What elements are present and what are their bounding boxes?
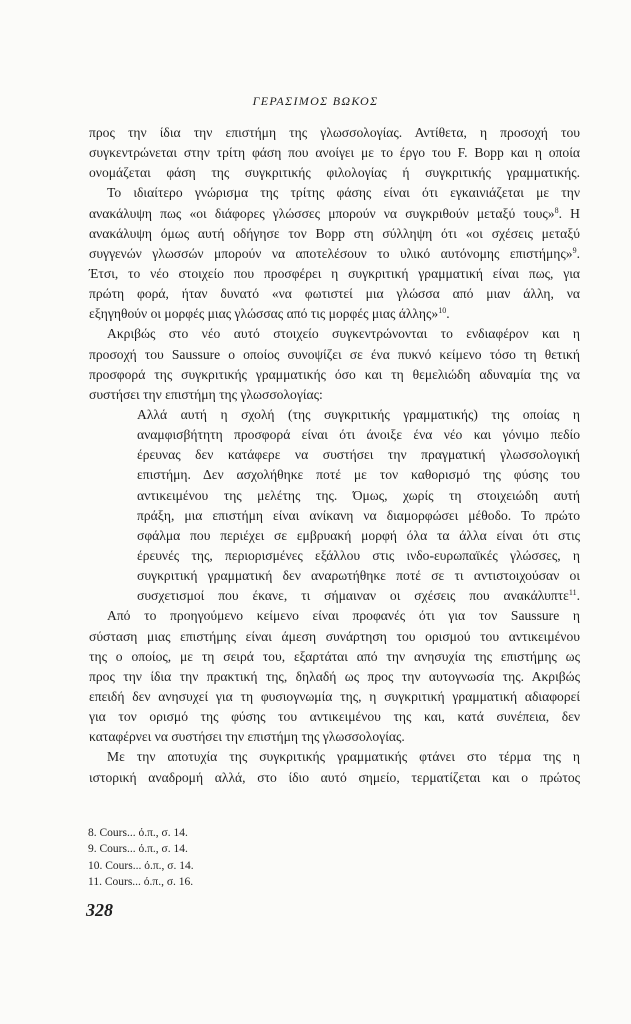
line-text-tail: . Η — [558, 205, 580, 221]
text-line — [89, 747, 580, 767]
line-text: συγγενών γλωσσών μπορούν να αποτελέσουν το υλικό αυτόνομης επιστήμης» — [89, 245, 573, 261]
quote-line — [137, 425, 580, 445]
line-text: Έτσι, το νέο στοιχείο που προσφέρει η συγκριτική γραμματική είναι πως, για — [89, 265, 580, 281]
text-line — [89, 304, 580, 324]
footnote: 10. Cours... ό.π., σ. 14. — [88, 859, 194, 872]
text-line — [89, 345, 580, 365]
line-text: προσοχή του Saussure ο οποίος συνοψίζει σε ένα πυκνό κείμενο τόσο τη θετική — [89, 346, 580, 362]
line-text: Το ιδιαίτερο γνώρισμα της τρίτης φάσης είναι ότι εγκαινιάζεται με την — [107, 185, 580, 201]
line-text: συσχετισμοί που έκανε, τι σήμαιναν οι σχέσεις που ανακάλυπτε — [137, 588, 569, 604]
line-text: σφάλμα που περιέχει σε εμβρυακή μορφή όλα τα άλλα είναι ότι στις — [137, 527, 580, 543]
quote-line — [137, 506, 580, 526]
text-line — [89, 324, 580, 344]
footnotes — [88, 825, 194, 890]
line-text: πράξη, μια επιστήμη είναι ανίκανη να διαμορφώσει μέθοδο. Το πρώτο — [137, 507, 580, 523]
line-text: ανακάλυψη όμως αυτή οδήγησε τον Bopp στη σύλληψη ότι «οι σχέσεις μεταξύ — [89, 225, 580, 241]
line-text: Από το προηγούμενο κείμενο είναι προφανές ότι για τον Saussure η — [107, 608, 580, 624]
line-text: προσφορά της συγκριτικής γραμματικής όσο και τη θεμελιώδη αδυναμία της να — [89, 366, 580, 382]
running-header: ΓΕΡΑΣΙΜΟΣ ΒΩΚΟΣ — [252, 94, 379, 108]
text-line — [89, 123, 580, 143]
footnote: 8. Cours... ό.π., σ. 14. — [88, 827, 188, 839]
line-text-tail: . — [576, 245, 580, 261]
line-text: αναμφισβήτητη προσφορά είναι ότι άνοιξε ένα νέο και γόνιμο πεδίο — [137, 427, 580, 443]
footnote: 9. Cours... ό.π., σ. 14. — [88, 843, 188, 856]
footnote: 11. Cours... ό.π., σ. 16. — [88, 875, 194, 888]
line-text: προς την ίδια την πρακτική της, δηλαδή ως προς την αυτογνωσία της. Ακριβώς — [89, 668, 580, 684]
line-text: Με την αποτυχία της συγκριτικής γραμματικής φτάνει στο τέρμα της η — [107, 749, 580, 765]
text-line — [89, 163, 580, 183]
line-text: εξηγηθούν οι μορφές μιας γλώσσας από τις μορφές μιας άλλης» — [89, 306, 439, 322]
line-text: πρώτη φορά, ήταν δυνατό «να φωτιστεί μια γλώσσα από μιαν άλλη, να — [89, 286, 580, 302]
footnote-ref: 9 — [572, 245, 577, 255]
line-text: συστήσει την επιστήμη της γλωσσολογίας: — [89, 386, 323, 402]
text-line — [89, 606, 580, 626]
line-text: Αλλά αυτή η σχολή (της συγκριτικής γραμματικής) της οποίας η — [137, 406, 580, 422]
line-text: Ακριβώς στο νέο αυτό στοιχείο συγκεντρώνονται το ενδιαφέρον και η — [107, 326, 580, 342]
text-line — [89, 647, 580, 667]
text-line — [89, 183, 580, 203]
quote-line — [137, 465, 580, 485]
quote-line — [137, 546, 580, 566]
text-line — [89, 768, 580, 788]
text-line — [89, 707, 580, 727]
text-line — [89, 143, 580, 163]
text-line — [89, 204, 580, 224]
text-line — [89, 667, 580, 687]
line-text-tail: . — [576, 588, 580, 604]
text-line — [89, 224, 580, 244]
line-text: ονομάζεται φάση της συγκριτικής φιλολογίας ή συγκριτικής γραμματικής. — [89, 165, 580, 181]
quote-line — [137, 526, 580, 546]
text-line — [89, 284, 580, 304]
quote-line — [137, 566, 580, 586]
text-line — [89, 627, 580, 647]
text-line — [89, 365, 580, 385]
footnote-ref: 10 — [438, 306, 447, 316]
line-text: της ο οποίος, με τη σειρά του, εξαρτάται από την ανησυχία της επιστήμης ως — [89, 648, 580, 664]
quote-line — [137, 586, 580, 606]
line-text: έρευνας δεν κατάφερε να συστήσει την πραγματική γλωσσολογική — [137, 447, 580, 463]
line-text: σύσταση μιας επιστήμης είναι άμεση συνάρτηση του ορισμού του αντικειμένου — [89, 628, 580, 644]
text-line — [89, 727, 580, 747]
quote-line — [137, 445, 580, 465]
page-number: 328 — [86, 900, 113, 920]
quote-line — [137, 405, 580, 425]
text-line — [89, 385, 580, 405]
line-text: έρευνές της, περιορισμένες εξάλλου στις ινδο-ευρωπαϊκές γλώσσες, η — [137, 547, 580, 563]
line-text: αντικειμένου της μελέτης της. Όμως, χωρίς τη στοιχειώδη αυτή — [137, 487, 580, 503]
line-text: καταφέρνει να συστήσει την επιστήμη της γλωσσολογίας. — [89, 729, 405, 745]
line-text: συγκριτική γραμματική δεν αναρωτήθηκε ποτέ σε τι αντιστοιχούσαν οι — [137, 568, 580, 584]
quote-line — [137, 486, 580, 506]
text-line — [89, 264, 580, 284]
footnote-ref: 8 — [554, 205, 559, 215]
line-text: επειδή δεν ανησυχεί για τη φυσιογνωμία της, η συγκριτική γραμματική αδιαφορεί — [89, 688, 580, 704]
line-text: συγκεντρώνεται στην τρίτη φάση που ανοίγει με το έργο του F. Bopp και η οποία — [89, 145, 580, 161]
body-text — [89, 123, 580, 788]
text-line — [89, 687, 580, 707]
footnote-ref: 11 — [568, 588, 577, 598]
line-text-tail: . — [446, 306, 450, 322]
line-text: προς την ίδια την επιστήμη της γλωσσολογίας. Αντίθετα, η προσοχή του — [89, 125, 580, 140]
line-text: ιστορική αναδρομή αλλά, στο ίδιο αυτό σημείο, τερματίζεται και ο πρώτος — [89, 769, 580, 785]
line-text: ανακάλυψη πως «οι διάφορες γλώσσες μπορούν να συγκριθούν μεταξύ τους» — [89, 205, 555, 221]
text-line — [89, 244, 580, 264]
line-text: επιστήμη. Δεν ασχολήθηκε ποτέ με τον καθορισμό της φύσης του — [137, 467, 580, 483]
line-text: για τον ορισμό της φύσης του αντικειμένου της και, κατά συνέπεια, δεν — [89, 709, 580, 725]
